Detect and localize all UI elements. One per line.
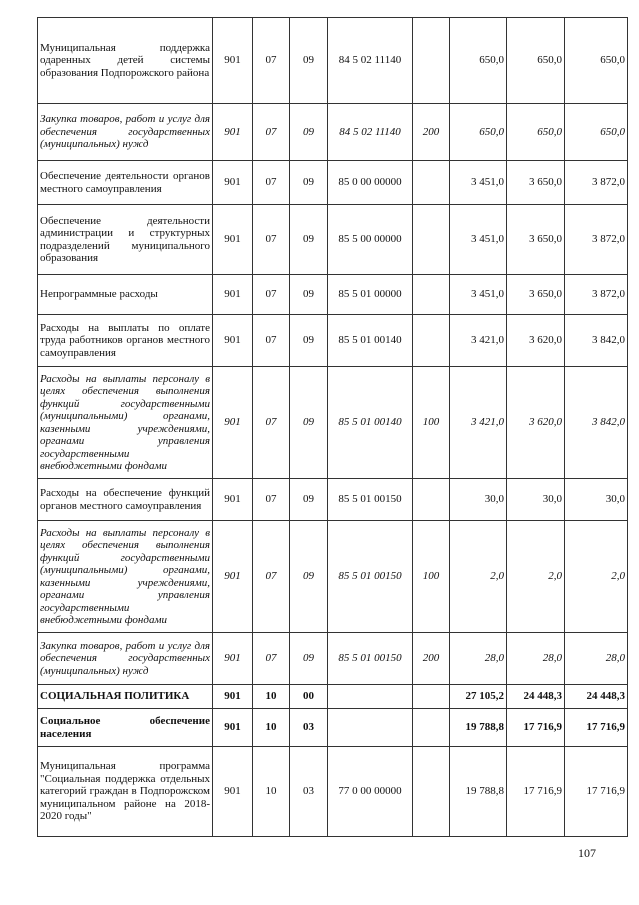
table-row: [38, 315, 628, 367]
amount-year1-cell: 28,0: [450, 633, 507, 685]
amount-year1-cell: 3 421,0: [450, 367, 507, 479]
section-cell: 07: [253, 367, 290, 479]
subsection-cell: 09: [290, 315, 328, 367]
amount-year1-cell: 3 421,0: [450, 315, 507, 367]
subsection-cell: 09: [290, 18, 328, 104]
row-name-cell: Муниципальная программа "Социальная поддержка отдельных категорий граждан в Подпорожском муниципальном районе на 2018-2020 годы": [38, 747, 213, 837]
row-name-cell: Расходы на обеспечение функций органов местного самоуправления: [38, 479, 213, 521]
amount-year3-cell: 28,0: [565, 633, 628, 685]
amount-year2-cell: 3 620,0: [507, 367, 565, 479]
table-row: [38, 633, 628, 685]
amount-year2-cell: 17 716,9: [507, 709, 565, 747]
amount-year2-cell: 2,0: [507, 521, 565, 633]
section-cell: 10: [253, 685, 290, 709]
table-row: [38, 367, 628, 479]
target-article-cell: 85 5 01 00150: [328, 479, 413, 521]
section-cell: 07: [253, 521, 290, 633]
amount-year1-cell: 30,0: [450, 479, 507, 521]
row-name-cell: Расходы на выплаты персоналу в целях обеспечения выполнения функций государственными (муниципальными) органами, казенными учреждениями, органами управления государственными внебюджетными фондами: [38, 521, 213, 633]
amount-year3-cell: 2,0: [565, 521, 628, 633]
expense-type-cell: [413, 205, 450, 275]
target-article-cell: 85 5 00 00000: [328, 205, 413, 275]
table-row: [38, 521, 628, 633]
section-cell: 07: [253, 205, 290, 275]
grbs-cell: 901: [213, 367, 253, 479]
table-row: [38, 747, 628, 837]
grbs-cell: 901: [213, 315, 253, 367]
subsection-cell: 09: [290, 479, 328, 521]
table-row: [38, 104, 628, 161]
table-row: [38, 205, 628, 275]
amount-year3-cell: 3 842,0: [565, 367, 628, 479]
grbs-cell: 901: [213, 479, 253, 521]
table-row: [38, 161, 628, 205]
amount-year3-cell: 3 872,0: [565, 161, 628, 205]
section-cell: 07: [253, 161, 290, 205]
section-cell: 07: [253, 275, 290, 315]
expense-type-cell: 200: [413, 104, 450, 161]
subsection-cell: 09: [290, 104, 328, 161]
section-cell: 07: [253, 633, 290, 685]
table-row: [38, 479, 628, 521]
subsection-cell: 03: [290, 709, 328, 747]
grbs-cell: 901: [213, 521, 253, 633]
amount-year2-cell: 28,0: [507, 633, 565, 685]
target-article-cell: 85 5 01 00140: [328, 367, 413, 479]
target-article-cell: 85 5 01 00000: [328, 275, 413, 315]
subsection-cell: 00: [290, 685, 328, 709]
amount-year3-cell: 17 716,9: [565, 747, 628, 837]
amount-year2-cell: 24 448,3: [507, 685, 565, 709]
amount-year2-cell: 650,0: [507, 104, 565, 161]
row-name-cell: Социальное обеспечение населения: [38, 709, 213, 747]
row-name-cell: Закупка товаров, работ и услуг для обеспечения государственных (муниципальных) нужд: [38, 633, 213, 685]
expense-type-cell: 100: [413, 521, 450, 633]
row-name-cell: СОЦИАЛЬНАЯ ПОЛИТИКА: [38, 685, 213, 709]
grbs-cell: 901: [213, 275, 253, 315]
subsection-cell: 09: [290, 205, 328, 275]
amount-year2-cell: 650,0: [507, 18, 565, 104]
grbs-cell: 901: [213, 709, 253, 747]
amount-year1-cell: 19 788,8: [450, 747, 507, 837]
expense-type-cell: [413, 18, 450, 104]
subsection-cell: 03: [290, 747, 328, 837]
table-row: [38, 709, 628, 747]
section-cell: 10: [253, 709, 290, 747]
table-body: [38, 18, 628, 837]
target-article-cell: 77 0 00 00000: [328, 747, 413, 837]
target-article-cell: 85 5 01 00150: [328, 633, 413, 685]
subsection-cell: 09: [290, 367, 328, 479]
amount-year2-cell: 3 650,0: [507, 161, 565, 205]
target-article-cell: [328, 709, 413, 747]
subsection-cell: 09: [290, 633, 328, 685]
section-cell: 07: [253, 18, 290, 104]
page-number: 107: [578, 846, 596, 860]
grbs-cell: 901: [213, 633, 253, 685]
row-name-cell: Закупка товаров, работ и услуг для обеспечения государственных (муниципальных) нужд: [38, 104, 213, 161]
amount-year3-cell: 3 872,0: [565, 205, 628, 275]
expense-type-cell: [413, 275, 450, 315]
amount-year2-cell: 3 650,0: [507, 275, 565, 315]
amount-year3-cell: 24 448,3: [565, 685, 628, 709]
budget-table: [37, 17, 628, 837]
expense-type-cell: [413, 709, 450, 747]
amount-year3-cell: 3 872,0: [565, 275, 628, 315]
table-row: [38, 275, 628, 315]
amount-year3-cell: 650,0: [565, 18, 628, 104]
grbs-cell: 901: [213, 161, 253, 205]
grbs-cell: 901: [213, 685, 253, 709]
row-name-cell: Муниципальная поддержка одаренных детей системы образования Подпорожского района: [38, 18, 213, 104]
table-row: [38, 18, 628, 104]
expense-type-cell: 200: [413, 633, 450, 685]
target-article-cell: 84 5 02 11140: [328, 18, 413, 104]
expense-type-cell: [413, 685, 450, 709]
section-cell: 07: [253, 104, 290, 161]
amount-year1-cell: 3 451,0: [450, 205, 507, 275]
expense-type-cell: [413, 747, 450, 837]
amount-year1-cell: 19 788,8: [450, 709, 507, 747]
section-cell: 07: [253, 315, 290, 367]
amount-year3-cell: 30,0: [565, 479, 628, 521]
amount-year3-cell: 650,0: [565, 104, 628, 161]
target-article-cell: 85 0 00 00000: [328, 161, 413, 205]
expense-type-cell: [413, 161, 450, 205]
row-name-cell: Расходы на выплаты персоналу в целях обеспечения выполнения функций государственными (муниципальными) органами, казенными учреждениями, органами управления государственными внебюджетными фондами: [38, 367, 213, 479]
section-cell: 07: [253, 479, 290, 521]
section-cell: 10: [253, 747, 290, 837]
amount-year1-cell: 2,0: [450, 521, 507, 633]
row-name-cell: Обеспечение деятельности органов местного самоуправления: [38, 161, 213, 205]
amount-year2-cell: 3 650,0: [507, 205, 565, 275]
row-name-cell: Обеспечение деятельности администрации и структурных подразделений муниципального образования: [38, 205, 213, 275]
amount-year1-cell: 27 105,2: [450, 685, 507, 709]
amount-year1-cell: 3 451,0: [450, 275, 507, 315]
subsection-cell: 09: [290, 275, 328, 315]
subsection-cell: 09: [290, 521, 328, 633]
grbs-cell: 901: [213, 18, 253, 104]
row-name-cell: Непрограммные расходы: [38, 275, 213, 315]
amount-year2-cell: 17 716,9: [507, 747, 565, 837]
amount-year3-cell: 17 716,9: [565, 709, 628, 747]
expense-type-cell: [413, 479, 450, 521]
amount-year1-cell: 650,0: [450, 104, 507, 161]
grbs-cell: 901: [213, 747, 253, 837]
expense-type-cell: 100: [413, 367, 450, 479]
target-article-cell: 84 5 02 11140: [328, 104, 413, 161]
amount-year3-cell: 3 842,0: [565, 315, 628, 367]
amount-year2-cell: 3 620,0: [507, 315, 565, 367]
grbs-cell: 901: [213, 104, 253, 161]
row-name-cell: Расходы на выплаты по оплате труда работников органов местного самоуправления: [38, 315, 213, 367]
amount-year1-cell: 3 451,0: [450, 161, 507, 205]
target-article-cell: 85 5 01 00150: [328, 521, 413, 633]
target-article-cell: 85 5 01 00140: [328, 315, 413, 367]
target-article-cell: [328, 685, 413, 709]
expense-type-cell: [413, 315, 450, 367]
amount-year1-cell: 650,0: [450, 18, 507, 104]
table-row: [38, 685, 628, 709]
subsection-cell: 09: [290, 161, 328, 205]
grbs-cell: 901: [213, 205, 253, 275]
amount-year2-cell: 30,0: [507, 479, 565, 521]
